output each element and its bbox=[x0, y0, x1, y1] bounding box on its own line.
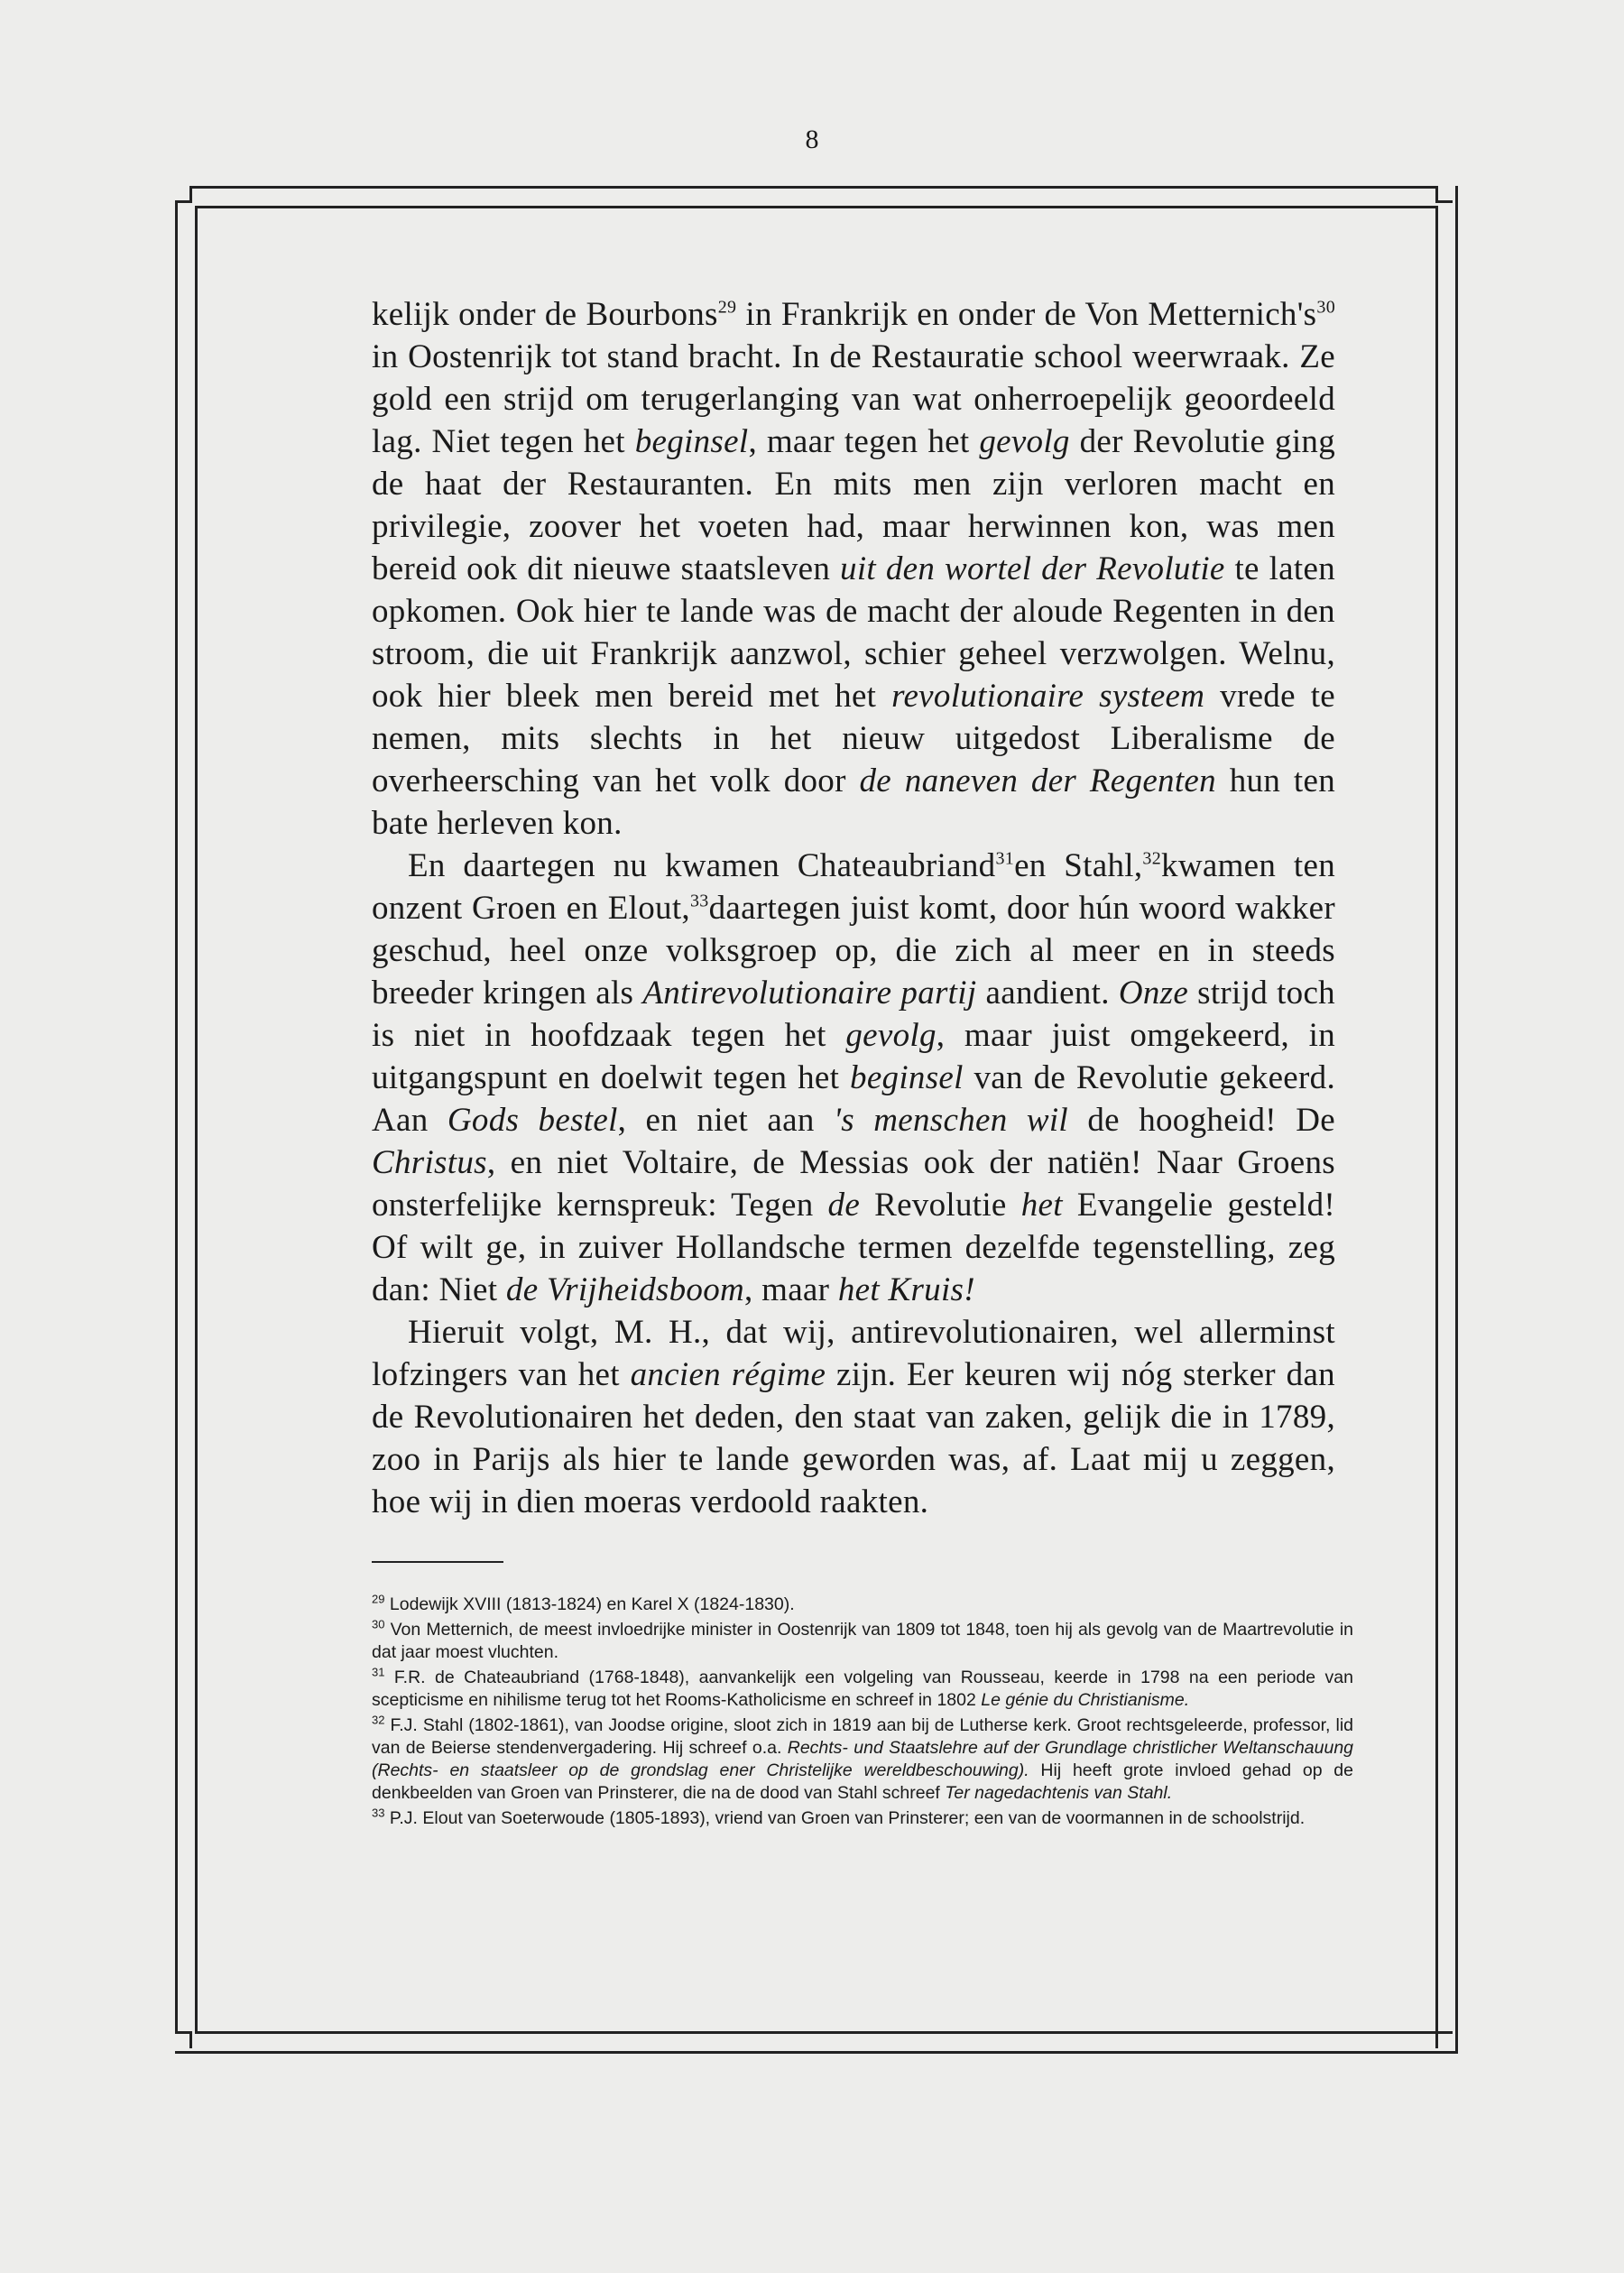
text-run: , en niet Voltaire, de Messias ook der natiën! Naar Groens onsterfelijke kernspreuk: Tegen bbox=[372, 1144, 1335, 1224]
text-run: vrede te nemen, mits slechts in het nieuw uitgedost Liberalisme de overheersching van het volk door bbox=[372, 678, 1335, 799]
italic-text: Ter nagedachtenis van Stahl. bbox=[945, 1783, 1173, 1803]
text-run: Von Metternich, de meest invloedrijke minister in Oostenrijk van 1809 tot 1848, toen hij als gevolg van de Maartrevolutie in dat jaar moest vluchten. bbox=[372, 1620, 1354, 1662]
text-run: Hieruit volgt, M. H., dat wij, antirevolutionairen, wel allerminst lofzingers van het bbox=[372, 1314, 1335, 1393]
footnote bbox=[372, 1714, 1353, 1805]
footnote-reference: 33 bbox=[689, 891, 709, 911]
italic-text: gevolg bbox=[979, 423, 1070, 460]
text-run: in Oostenrijk tot stand bracht. In de Restauratie school weerwraak. Ze gold een strijd om terugerlanging van wat onherroepelijk geoordeeld lag. Niet tegen het bbox=[372, 338, 1335, 460]
text-run: zijn. Eer keuren wij nóg sterker dan de Revolutionairen het deden, den staat van zaken, gelijk die in 1789, zoo in Parijs als hier te lande geworden was, af. Laat mij u zeggen, hoe wij in dien moeras verdoold raakten. bbox=[372, 1356, 1335, 1520]
text-run: , maar tegen het bbox=[748, 423, 980, 460]
footnote-reference: 32 bbox=[1142, 848, 1162, 869]
italic-text: gevolg bbox=[845, 1017, 937, 1054]
italic-text: Le génie du Christianisme. bbox=[981, 1690, 1190, 1710]
italic-text: de naneven der Regenten bbox=[859, 762, 1216, 799]
italic-text: uit den wortel der Revolutie bbox=[840, 550, 1225, 587]
footnote-number: 30 bbox=[372, 1617, 385, 1631]
italic-text: Gods bestel bbox=[447, 1102, 618, 1139]
text-run: in Frankrijk en onder de Von Metternich's bbox=[736, 296, 1317, 333]
italic-text: de bbox=[827, 1187, 861, 1224]
text-run: hun ten bate herleven kon. bbox=[372, 762, 1335, 842]
italic-text: 's menschen wil bbox=[834, 1102, 1069, 1139]
text-run: Evangelie gesteld! Of wilt ge, in zuiver Hollandsche termen dezelfde tegenstelling, zeg dan: Niet bbox=[372, 1187, 1335, 1308]
text-run: P.J. Elout van Soeterwoude (1805-1893), vriend van Groen van Prinsterer; een van de voormannen in de schoolstrijd. bbox=[389, 1808, 1306, 1828]
text-run: , en niet aan bbox=[617, 1102, 834, 1139]
italic-text: beginsel bbox=[850, 1059, 964, 1096]
text-run: , maar juist omgekeerd, in uitgangspunt en doelwit tegen het bbox=[372, 1017, 1336, 1096]
italic-text: de Vrijheidsboom bbox=[505, 1271, 745, 1308]
italic-text: het bbox=[1020, 1187, 1063, 1224]
body-paragraph bbox=[372, 845, 1335, 1311]
footnote-number: 32 bbox=[372, 1713, 385, 1727]
footnote bbox=[372, 1594, 1353, 1616]
footnote-number: 29 bbox=[372, 1592, 385, 1606]
corner-ornament bbox=[1435, 186, 1453, 203]
text-run: kelijk onder de Bourbons bbox=[372, 296, 718, 333]
text-run: van de Revolutie gekeerd. Aan bbox=[372, 1059, 1335, 1139]
text-run: Lodewijk XVIII (1813-1824) en Karel X (1824-1830). bbox=[389, 1594, 795, 1614]
body-paragraph bbox=[372, 1311, 1335, 1523]
text-run: Revolutie bbox=[860, 1187, 1021, 1224]
footnote-number: 33 bbox=[372, 1806, 385, 1820]
text-run: kwamen ten onzent Groen en Elout, bbox=[372, 847, 1335, 927]
text-run: aandient. bbox=[976, 975, 1119, 1012]
text-run: En daartegen nu kwamen Chateaubriand bbox=[408, 847, 996, 884]
text-run: F.R. de Chateaubriand (1768-1848), aanvankelijk een volgeling van Rousseau, keerde in 1798 na een periode van scepticisme en nihilisme terug tot het Rooms-Katholicisme en schreef in 1802 bbox=[372, 1668, 1353, 1710]
corner-ornament bbox=[175, 186, 192, 203]
body-paragraph bbox=[372, 293, 1335, 845]
italic-text: het Kruis! bbox=[837, 1271, 975, 1308]
text-run: de hoogheid! De bbox=[1068, 1102, 1336, 1139]
corner-ornament bbox=[175, 2031, 192, 2048]
footnote-number: 31 bbox=[372, 1665, 385, 1679]
text-run: en Stahl, bbox=[1014, 847, 1143, 884]
corner-ornament bbox=[1435, 2031, 1453, 2048]
text-run: strijd toch is niet in hoofdzaak tegen het bbox=[372, 975, 1335, 1054]
text-run: daartegen juist komt, door hún woord wakker geschud, heel onze volksgroep op, die zich al meer en in steeds breeder kringen als bbox=[372, 890, 1335, 1012]
text-run: Hij heeft grote invloed gehad op de denkbeelden van Groen van Prinsterer, die na de dood van Stahl schreef bbox=[372, 1760, 1353, 1803]
text-run: , maar bbox=[744, 1271, 838, 1308]
text-run: te laten opkomen. Ook hier te lande was de macht der aloude Regenten in den stroom, die uit Frankrijk aanzwol, schier geheel verzwolgen. Welnu, ook hier bleek men bereid met het bbox=[372, 550, 1335, 715]
footnotes bbox=[372, 1594, 1353, 1833]
footnote-separator bbox=[372, 1561, 503, 1563]
italic-text: beginsel bbox=[634, 423, 749, 460]
body-text bbox=[372, 293, 1335, 1523]
text-run: der Revolutie ging de haat der Restauranten. En mits men zijn verloren macht en privilegie, zoover het voeten had, maar herwinnen kon, was men bereid ook dit nieuwe staatsleven bbox=[372, 423, 1336, 587]
italic-text: Antirevolutionaire partij bbox=[642, 975, 977, 1012]
italic-text: Rechts- und Staatslehre auf der Grundlage christlicher Weltanschauung (Rechts- en staatsleer op de grondslag ener Christelijke wereldbeschouwing). bbox=[372, 1738, 1354, 1780]
italic-text: Christus bbox=[372, 1144, 487, 1181]
footnote-reference: 31 bbox=[995, 848, 1015, 869]
footnote bbox=[372, 1619, 1353, 1664]
italic-text: ancien régime bbox=[630, 1356, 826, 1393]
footnote-reference: 30 bbox=[1316, 297, 1335, 318]
page-number: 8 bbox=[805, 125, 819, 154]
italic-text: Onze bbox=[1118, 975, 1189, 1012]
italic-text: revolutionaire systeem bbox=[891, 678, 1205, 715]
footnote bbox=[372, 1667, 1353, 1712]
text-run: F.J. Stahl (1802-1861), van Joodse origine, sloot zich in 1819 aan bij de Lutherse kerk. Groot rechtsgeleerde, professor, lid van de Beierse stendenvergadering. Hij schreef o.a. bbox=[372, 1715, 1353, 1758]
footnote-reference: 29 bbox=[717, 297, 737, 318]
footnote bbox=[372, 1807, 1353, 1830]
